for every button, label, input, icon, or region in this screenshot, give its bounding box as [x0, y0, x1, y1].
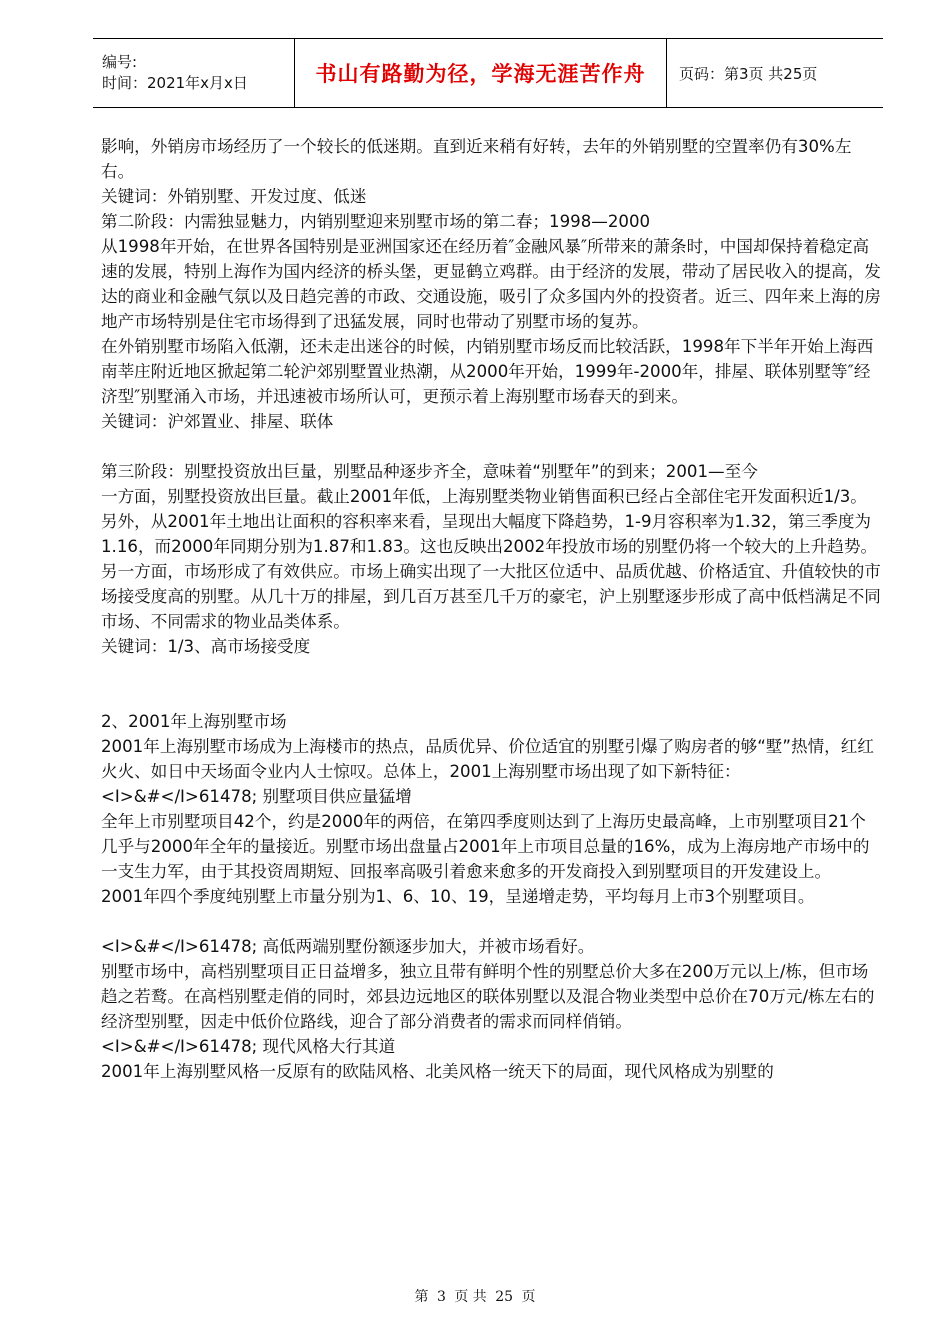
page-label: 页码：第3页 共25页 — [679, 64, 818, 83]
page-header — [93, 38, 883, 108]
footer-page-number: 3 — [436, 1289, 446, 1305]
footer-total-pages: 25 — [495, 1289, 514, 1305]
paragraph: 别墅市场中，高档别墅项目正日益增多，独立且带有鲜明个性的别墅总价大多在200万元以上/栋，但市场趋之若鹜。在高档别墅走俏的同时，郊县边远地区的联体别墅以及混合物业类型中总价在70万元/栋左右的经济型别墅，因走中低价位路线，迎合了部分消费者的需求而同样俏销。 — [101, 962, 875, 1031]
bullet-heading: <I>&#</I>61478; 别墅项目供应量猛增 — [101, 787, 412, 806]
paragraph: 影响，外销房市场经历了一个较长的低迷期。直到近来稍有好转，去年的外销别墅的空置率仍有30%左右。 — [101, 137, 852, 181]
section-heading: 第三阶段：别墅投资放出巨量，别墅品种逐步齐全，意味着“别墅年”的到来；2001—至今 — [101, 462, 758, 481]
section-heading: 第二阶段：内需独显魅力，内销别墅迎来别墅市场的第二春；1998—2000 — [101, 212, 651, 231]
paragraph: 2001年四个季度纯别墅上市量分别为1、6、10、19，呈递增走势，平均每月上市3个别墅项目。 — [101, 887, 815, 906]
header-meta — [93, 39, 295, 107]
footer-suffix: 页 — [521, 1289, 536, 1305]
paragraph: 2001年上海别墅市场成为上海楼市的热点，品质优异、价位适宜的别墅引爆了购房者的够“墅”热情，红红火火、如日中天场面令业内人士惊叹。总体上，2001上海别墅市场出现了如下新特征： — [101, 737, 874, 781]
keywords-line: 关键词：外销别墅、开发过度、低迷 — [101, 187, 367, 206]
document-body — [101, 134, 881, 1084]
bullet-heading: <I>&#</I>61478; 高低两端别墅份额逐步加大，并被市场看好。 — [101, 937, 595, 956]
header-page-info — [667, 39, 883, 107]
paragraph: 在外销别墅市场陷入低潮，还未走出迷谷的时候，内销别墅市场反而比较活跃，1998年下半年开始上海西南莘庄附近地区掀起第二轮沪郊别墅置业热潮，从2000年开始，1999年-2000年，排屋、联体别墅等″经济型″别墅涌入市场，并迅速被市场所认可，更预示着上海别墅市场春天的到来。 — [101, 337, 874, 406]
footer-mid: 页 共 — [454, 1289, 487, 1305]
keywords-line: 关键词：沪郊置业、排屋、联体 — [101, 412, 334, 431]
page-footer — [0, 1286, 950, 1306]
keywords-line: 关键词：1/3、高市场接受度 — [101, 637, 311, 656]
paragraph: 2001年上海别墅风格一反原有的欧陆风格、北美风格一统天下的局面，现代风格成为别墅的 — [101, 1062, 774, 1081]
date-label: 时间：2021年x月x日 — [102, 74, 248, 92]
bullet-heading: <I>&#</I>61478; 现代风格大行其道 — [101, 1037, 396, 1056]
paragraph: 从1998年开始，在世界各国特别是亚洲国家还在经历着″金融风暴″所带来的萧条时，中国却保持着稳定高速的发展，特别上海作为国内经济的桥头堡，更显鹤立鸡群。由于经济的发展，带动了居民收入的提高，发达的商业和金融气氛以及日趋完善的市政、交通设施，吸引了众多国内外的投资者。近三、四年来上海的房地产市场特别是住宅市场得到了迅猛发展，同时也带动了别墅市场的复苏。 — [101, 237, 881, 331]
header-motto — [295, 39, 667, 107]
section-heading: 2、2001年上海别墅市场 — [101, 712, 287, 731]
motto-text: 书山有路勤为径，学海无涯苦作舟 — [315, 62, 646, 86]
footer-prefix: 第 — [414, 1289, 429, 1305]
paragraph: 另一方面，市场形成了有效供应。市场上确实出现了一大批区位适中、品质优越、价格适宜、升值较快的市场接受度高的别墅。从几十万的排屋，到几百万甚至几千万的豪宅，沪上别墅逐步形成了高中低档满足不同市场、不同需求的物业品类体系。 — [101, 562, 881, 631]
paragraph: 全年上市别墅项目42个，约是2000年的两倍，在第四季度则达到了上海历史最高峰，上市别墅项目21个几乎与2000年全年的量接近。别墅市场出盘量占2001年上市项目总量的16%，成为上海房地产市场中的一支生力军，由于其投资周期短、回报率高吸引着愈来愈多的开发商投入到别墅项目的开发建设上。 — [101, 812, 870, 881]
paragraph: 一方面，别墅投资放出巨量。截止2001年低，上海别墅类物业销售面积已经占全部住宅开发面积近1/3。另外，从2001年土地出让面积的容积率来看，呈现出大幅度下降趋势，1-9月容积率为1.32，第三季度为1.16，而2000年同期分别为1.87和1.83。这也反映出2002年投放市场的别墅仍将一个较大的上升趋势。 — [101, 487, 878, 556]
number-label: 编号: — [102, 53, 138, 71]
